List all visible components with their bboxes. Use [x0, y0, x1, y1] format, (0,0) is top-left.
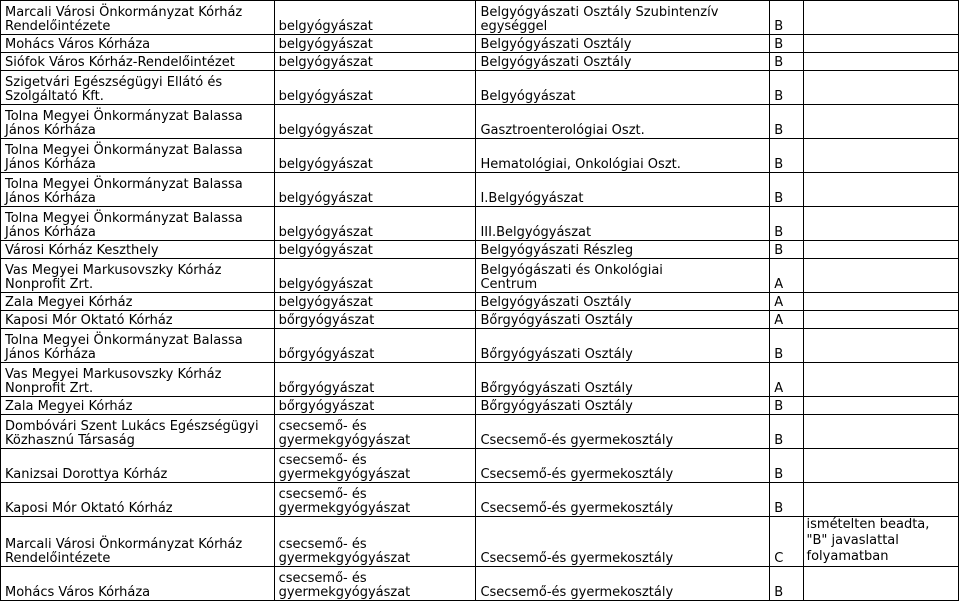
- department-cell: I.Belgyógyászat: [476, 173, 770, 207]
- hospital-cell: Szigetvári Egészségügyi Ellátó és Szolgáltató Kft.: [1, 71, 275, 105]
- note-cell: [803, 363, 958, 397]
- hospital-cell: Vas Megyei Markusovszky Kórház Nonprofit Zrt.: [1, 363, 275, 397]
- hospital-cell: Tolna Megyei Önkormányzat Balassa János Kórháza: [1, 105, 275, 139]
- table-row: [1, 207, 959, 241]
- grade-cell: B: [770, 241, 803, 259]
- specialty-cell: bőrgyógyászat: [274, 311, 476, 329]
- department-cell: Bőrgyógyászati Osztály: [476, 397, 770, 415]
- note-cell: [803, 483, 958, 517]
- department-cell: Csecsemő-és gyermekosztály: [476, 415, 770, 449]
- grade-cell: A: [770, 311, 803, 329]
- specialty-cell: bőrgyógyászat: [274, 397, 476, 415]
- specialty-cell: belgyógyászat: [274, 1, 476, 35]
- specialty-cell: bőrgyógyászat: [274, 329, 476, 363]
- note-cell: [803, 567, 958, 601]
- table-row: [1, 329, 959, 363]
- department-cell: Belgyógyászat: [476, 71, 770, 105]
- specialty-cell: belgyógyászat: [274, 207, 476, 241]
- grade-cell: B: [770, 173, 803, 207]
- specialty-cell: belgyógyászat: [274, 139, 476, 173]
- grade-cell: B: [770, 415, 803, 449]
- note-cell: [803, 71, 958, 105]
- hospital-cell: Tolna Megyei Önkormányzat Balassa János Kórháza: [1, 329, 275, 363]
- department-cell: Bőrgyógyászati Osztály: [476, 363, 770, 397]
- department-cell: Hematológiai, Onkológiai Oszt.: [476, 139, 770, 173]
- hospital-cell: Tolna Megyei Önkormányzat Balassa János Kórháza: [1, 207, 275, 241]
- grade-cell: B: [770, 207, 803, 241]
- hospital-cell: Tolna Megyei Önkormányzat Balassa János Kórháza: [1, 139, 275, 173]
- hospital-cell: Kaposi Mór Oktató Kórház: [1, 311, 275, 329]
- grade-cell: B: [770, 449, 803, 483]
- table-row: [1, 415, 959, 449]
- department-cell: Belgyógyászati Osztály Szubintenzív egységgel: [476, 1, 770, 35]
- specialty-cell: belgyógyászat: [274, 173, 476, 207]
- hospital-cell: Vas Megyei Markusovszky Kórház Nonprofit Zrt.: [1, 259, 275, 293]
- hospital-cell: Kanizsai Dorottya Kórház: [1, 449, 275, 483]
- hospital-cell: Siófok Város Kórház-Rendelőintézet: [1, 53, 275, 71]
- table-row: [1, 35, 959, 53]
- table-row: [1, 293, 959, 311]
- grade-cell: B: [770, 567, 803, 601]
- specialty-cell: csecsemő- és gyermekgyógyászat: [274, 567, 476, 601]
- table-row: [1, 71, 959, 105]
- grade-cell: A: [770, 259, 803, 293]
- grade-cell: A: [770, 293, 803, 311]
- note-cell: [803, 173, 958, 207]
- note-cell: [803, 293, 958, 311]
- grade-cell: B: [770, 53, 803, 71]
- note-cell: [803, 105, 958, 139]
- department-cell: III.Belgyógyászat: [476, 207, 770, 241]
- department-cell: Csecsemő-és gyermekosztály: [476, 567, 770, 601]
- grade-cell: B: [770, 397, 803, 415]
- specialty-cell: belgyógyászat: [274, 53, 476, 71]
- note-cell: [803, 397, 958, 415]
- specialty-cell: belgyógyászat: [274, 105, 476, 139]
- department-cell: Belgyógyászati Részleg: [476, 241, 770, 259]
- department-cell: Belgyógyászati Osztály: [476, 53, 770, 71]
- note-cell: [803, 53, 958, 71]
- grade-cell: B: [770, 35, 803, 53]
- table-row: [1, 567, 959, 601]
- specialty-cell: csecsemő- és gyermekgyógyászat: [274, 449, 476, 483]
- specialty-cell: bőrgyógyászat: [274, 363, 476, 397]
- department-cell: Csecsemő-és gyermekosztály: [476, 517, 770, 567]
- grade-cell: B: [770, 71, 803, 105]
- note-cell: ismételten beadta, "B" javaslattal folyamatban: [803, 517, 958, 567]
- note-cell: [803, 259, 958, 293]
- table-row: [1, 517, 959, 567]
- specialty-cell: csecsemő- és gyermekgyógyászat: [274, 517, 476, 567]
- note-cell: [803, 329, 958, 363]
- hospital-cell: Városi Kórház Keszthely: [1, 241, 275, 259]
- hospital-cell: Kaposi Mór Oktató Kórház: [1, 483, 275, 517]
- hospital-cell: Marcali Városi Önkormányzat Kórház Rendelőintézete: [1, 517, 275, 567]
- table-row: [1, 241, 959, 259]
- table-row: [1, 173, 959, 207]
- grade-cell: B: [770, 483, 803, 517]
- department-cell: Gasztroenterológiai Oszt.: [476, 105, 770, 139]
- department-cell: Bőrgyógyászati Osztály: [476, 329, 770, 363]
- note-cell: [803, 207, 958, 241]
- table-row: [1, 363, 959, 397]
- department-cell: Csecsemő-és gyermekosztály: [476, 483, 770, 517]
- note-cell: [803, 311, 958, 329]
- table-row: [1, 105, 959, 139]
- grade-cell: B: [770, 105, 803, 139]
- table-row: [1, 449, 959, 483]
- note-cell: [803, 241, 958, 259]
- table-row: [1, 139, 959, 173]
- specialty-cell: belgyógyászat: [274, 259, 476, 293]
- specialty-cell: belgyógyászat: [274, 35, 476, 53]
- specialty-cell: belgyógyászat: [274, 293, 476, 311]
- note-cell: [803, 139, 958, 173]
- grade-cell: B: [770, 139, 803, 173]
- department-cell: Csecsemő-és gyermekosztály: [476, 449, 770, 483]
- department-cell: Bőrgyógyászati Osztály: [476, 311, 770, 329]
- grade-cell: C: [770, 517, 803, 567]
- table-row: [1, 311, 959, 329]
- specialty-cell: csecsemő- és gyermekgyógyászat: [274, 415, 476, 449]
- note-cell: [803, 449, 958, 483]
- department-cell: Belgyógyászati Osztály: [476, 293, 770, 311]
- specialty-cell: belgyógyászat: [274, 71, 476, 105]
- hospital-cell: Marcali Városi Önkormányzat Kórház Rendelőintézete: [1, 1, 275, 35]
- grade-cell: B: [770, 329, 803, 363]
- hospital-cell: Dombóvári Szent Lukács Egészségügyi Közhasznú Társaság: [1, 415, 275, 449]
- hospital-cell: Tolna Megyei Önkormányzat Balassa János Kórháza: [1, 173, 275, 207]
- table-row: [1, 397, 959, 415]
- hospital-cell: Zala Megyei Kórház: [1, 397, 275, 415]
- grade-cell: A: [770, 363, 803, 397]
- specialty-cell: belgyógyászat: [274, 241, 476, 259]
- table-row: [1, 1, 959, 35]
- table-body: [1, 1, 959, 601]
- table-row: [1, 53, 959, 71]
- department-cell: Belgyógászati és Onkológiai Centrum: [476, 259, 770, 293]
- table-row: [1, 259, 959, 293]
- hospital-cell: Mohács Város Kórháza: [1, 567, 275, 601]
- note-cell: [803, 1, 958, 35]
- table-row: [1, 483, 959, 517]
- note-cell: [803, 35, 958, 53]
- grade-cell: B: [770, 1, 803, 35]
- hospital-cell: Mohács Város Kórháza: [1, 35, 275, 53]
- hospital-cell: Zala Megyei Kórház: [1, 293, 275, 311]
- specialty-cell: csecsemő- és gyermekgyógyászat: [274, 483, 476, 517]
- note-cell: [803, 415, 958, 449]
- department-cell: Belgyógyászati Osztály: [476, 35, 770, 53]
